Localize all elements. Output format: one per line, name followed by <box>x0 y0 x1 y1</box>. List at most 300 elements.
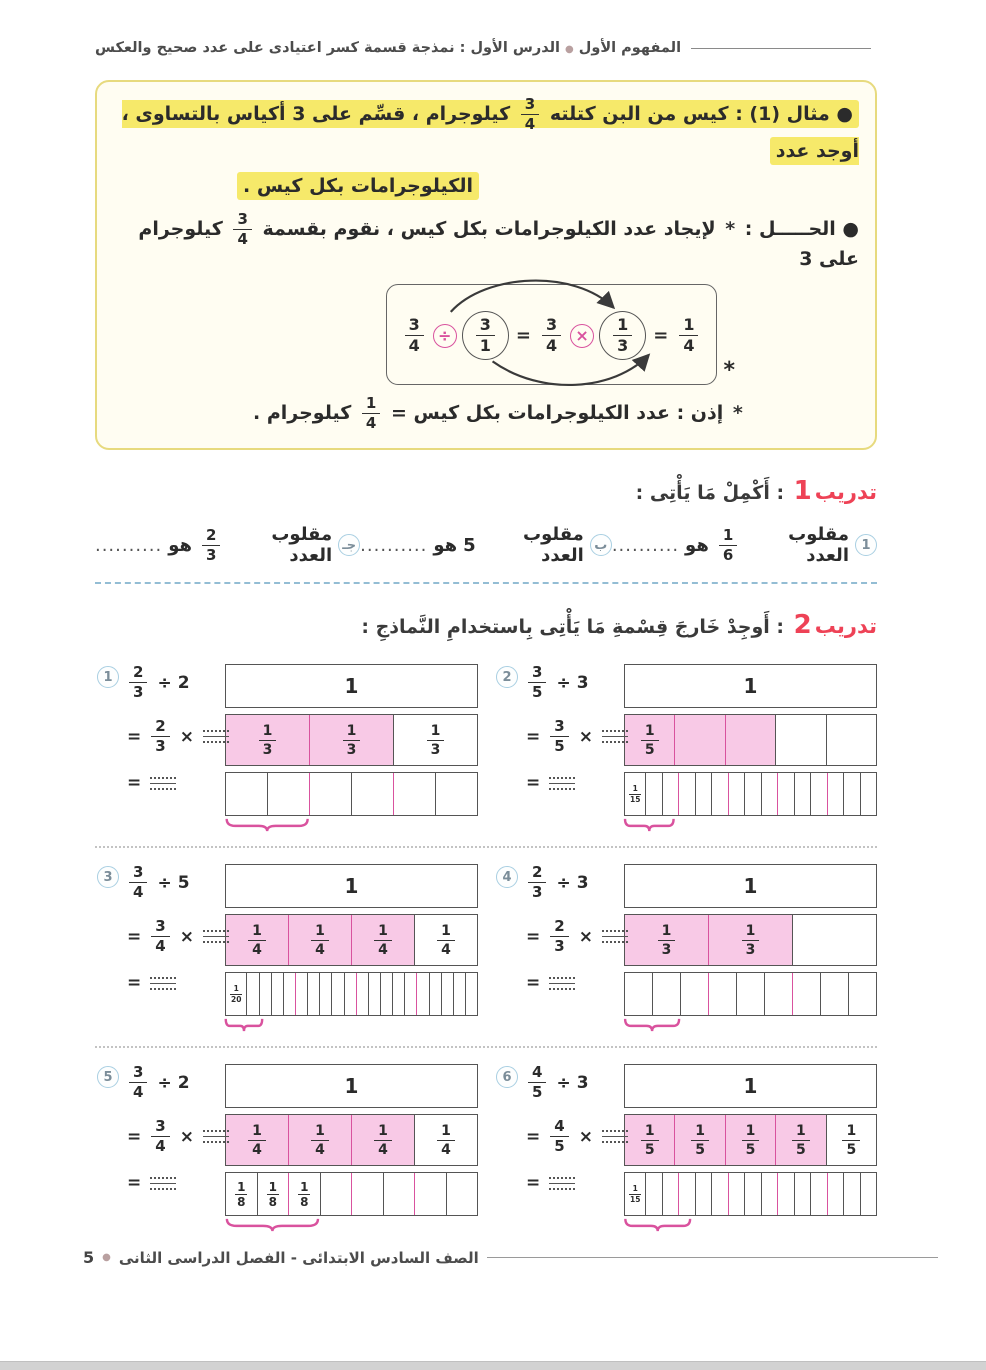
result-step <box>524 973 614 993</box>
sub-cell <box>435 773 477 815</box>
fraction: $\frac{1}{5}$ <box>792 1123 810 1158</box>
fraction: $\frac{1}{3}$ <box>613 316 632 355</box>
fraction-model <box>624 1062 877 1234</box>
unit-cell <box>708 915 792 965</box>
exercise-number: 2 <box>793 610 812 641</box>
answer-dots: .......... <box>94 534 163 556</box>
sub-cell <box>625 773 645 815</box>
fraction: $\frac{1}{3}$ <box>742 923 760 958</box>
sub-cell <box>711 1173 727 1215</box>
divisor: 2 <box>177 1072 190 1093</box>
sub-cell <box>271 973 283 1015</box>
sub-cell <box>744 773 760 815</box>
problem-equations <box>496 662 614 834</box>
exercise-word: تدريب <box>814 480 877 505</box>
sub-cell <box>393 773 435 815</box>
lesson-title <box>95 40 681 56</box>
sub-cell <box>708 973 736 1015</box>
sub-cell <box>794 773 810 815</box>
unit-cell <box>226 915 288 965</box>
sub-cell <box>777 1173 793 1215</box>
unit-cell <box>309 715 393 765</box>
answer-placeholder-fraction <box>203 1130 229 1143</box>
sub-cell <box>792 973 820 1015</box>
item-text: هو <box>685 534 709 556</box>
whole-bar: 1 <box>225 1064 478 1108</box>
sub-cell <box>652 973 680 1015</box>
fraction: $\frac{1}{5}$ <box>842 1123 860 1158</box>
fraction: $\frac{3}{4}$ <box>129 1064 147 1101</box>
sub-cell <box>662 1173 678 1215</box>
sub-cell <box>678 773 694 815</box>
sub-cell <box>827 773 843 815</box>
fraction: $\frac{1}{20}$ <box>231 984 242 1004</box>
result-step <box>125 1173 215 1193</box>
equation-box <box>386 284 718 385</box>
multiplication-step <box>125 918 215 955</box>
problem-block <box>494 862 877 1034</box>
sub-cell <box>441 973 453 1015</box>
answer-brace-icon <box>624 1018 680 1032</box>
unit-cell <box>288 915 351 965</box>
multiplication-step <box>524 918 614 955</box>
sub-cell <box>283 973 295 1015</box>
problem-equations <box>97 662 215 834</box>
division-expression <box>125 1064 215 1101</box>
fraction-model <box>225 1062 478 1234</box>
item-text: مقلوب العدد <box>788 524 849 567</box>
sub-cell <box>794 1173 810 1215</box>
unit-cell <box>226 715 309 765</box>
divisor: 3 <box>576 872 589 893</box>
equals-sign: = <box>653 325 669 347</box>
sub-cell <box>736 973 764 1015</box>
sub-cell <box>351 1173 383 1215</box>
whole-bar: 1 <box>624 1064 877 1108</box>
sub-cell <box>761 773 777 815</box>
sub-cell <box>695 1173 711 1215</box>
bullet-icon: ● <box>836 103 853 125</box>
fraction-model <box>624 862 877 1034</box>
page-number: 5 <box>83 1248 95 1267</box>
asterisk: * <box>732 402 743 425</box>
problem-equations <box>496 862 614 1034</box>
example-statement-line2 <box>0 175 731 197</box>
unit-cell <box>625 715 674 765</box>
divisor: 3 <box>576 672 589 693</box>
unit-cell <box>414 1115 477 1165</box>
sub-cell <box>267 773 309 815</box>
sub-cell <box>259 973 271 1015</box>
asterisk: * <box>725 218 736 241</box>
fraction: $\frac{3}{4}$ <box>151 1118 169 1155</box>
sub-cell <box>843 773 859 815</box>
equals-sign: = <box>526 973 541 994</box>
answer-placeholder-fraction <box>602 1130 628 1143</box>
lesson-header <box>95 40 877 56</box>
answer-placeholder-fraction <box>150 1177 176 1190</box>
answer-brace-icon <box>225 1218 320 1232</box>
problem-equations <box>97 862 215 1034</box>
fraction: $\frac{3}{4}$ <box>151 918 169 955</box>
problems-grid <box>95 662 877 1234</box>
equals-sign: = <box>127 726 142 747</box>
equals-sign: = <box>127 973 142 994</box>
unit-fraction-bar <box>624 714 877 766</box>
conclusion-text: كيلوجرام . <box>253 402 352 425</box>
sub-cell <box>319 973 331 1015</box>
equals-sign: = <box>127 926 142 947</box>
solution-label: الحـــــل : <box>744 218 836 241</box>
divisor: 2 <box>177 672 190 693</box>
equals-sign: = <box>127 1173 142 1194</box>
fraction: $\frac{3}{1}$ <box>476 316 495 355</box>
fraction: $\frac{1}{5}$ <box>742 1123 760 1158</box>
sub-cell <box>368 973 380 1015</box>
sub-cell <box>860 773 876 815</box>
asterisk: * <box>723 358 735 384</box>
sub-cell <box>848 973 876 1015</box>
sub-cell <box>331 973 343 1015</box>
multiplication-sign: × <box>179 926 194 947</box>
fraction: $\frac{2}{3}$ <box>550 918 568 955</box>
item-text: هو <box>168 534 192 556</box>
page-footer <box>83 1248 938 1267</box>
unit-cell <box>288 1115 351 1165</box>
fraction: $\frac{1}{8}$ <box>268 1179 277 1209</box>
problem-block <box>95 1062 478 1234</box>
subdivided-bar <box>624 1172 877 1216</box>
fraction: $\frac{3}{5}$ <box>528 664 546 701</box>
result-step <box>524 1173 614 1193</box>
exercise-word: تدريب <box>814 614 877 639</box>
problem-number-badge: 3 <box>97 866 119 888</box>
unit-cell <box>826 1115 876 1165</box>
sub-cell <box>226 773 267 815</box>
fraction: $\frac{1}{4}$ <box>679 316 698 355</box>
fraction <box>517 95 543 133</box>
unit-cell <box>674 715 724 765</box>
whole-bar: 1 <box>624 864 877 908</box>
row-separator <box>95 846 877 848</box>
fraction: $\frac{2}{3}$ <box>151 718 169 755</box>
sub-cell <box>645 1173 661 1215</box>
unit-cell <box>414 915 477 965</box>
unit-fraction-bar <box>624 1114 877 1166</box>
sub-cell <box>383 1173 415 1215</box>
fraction: $\frac{2}{3}$ <box>528 864 546 901</box>
sub-cell <box>843 1173 859 1215</box>
fraction: $\frac{1}{4}$ <box>437 1123 455 1158</box>
sub-cell <box>777 773 793 815</box>
problem-number-badge: 2 <box>496 666 518 688</box>
divisor: 5 <box>177 872 190 893</box>
sub-cell <box>307 973 319 1015</box>
exercise-instruction: : أَوجِدْ خَارجَ قِسْمةِ مَا يَأْتِى بِاستخدامِ النَّماذجِ : <box>361 616 785 639</box>
multiplication-step <box>524 718 614 755</box>
multiplication-circle-icon: × <box>570 324 594 348</box>
example-box <box>95 80 877 450</box>
equals-sign: = <box>515 325 531 347</box>
answer-placeholder-fraction <box>203 730 229 743</box>
bullet-icon: ● <box>102 1252 111 1263</box>
statement-text: كيلوجرام ، قسِّم على 3 أكياس بالتساوى ، أوجد عدد <box>121 103 859 162</box>
fraction: $\frac{1}{8}$ <box>237 1179 246 1209</box>
answer-dots: .......... <box>611 534 680 556</box>
answer-placeholder-fraction <box>549 977 575 990</box>
sub-cell <box>761 1173 777 1215</box>
reciprocal-question-item <box>95 524 360 566</box>
sub-cell <box>465 973 477 1015</box>
sub-cell <box>764 973 792 1015</box>
whole-bar: 1 <box>624 664 877 708</box>
answer-placeholder-fraction <box>549 777 575 790</box>
problem-block <box>494 662 877 834</box>
statement-text: كيس من البن كتلته <box>549 103 729 125</box>
example-statement-line1 <box>113 96 859 169</box>
sub-cell <box>453 973 465 1015</box>
sub-cell <box>320 1173 352 1215</box>
sub-cell <box>625 973 652 1015</box>
fraction: $\frac{1}{4}$ <box>311 923 329 958</box>
sub-cell <box>810 1173 826 1215</box>
sub-cell <box>695 773 711 815</box>
answer-brace <box>225 1018 263 1034</box>
fraction: $\frac{3}{5}$ <box>550 718 568 755</box>
sub-cell <box>625 1173 645 1215</box>
item-text: مقلوب العدد <box>271 524 333 567</box>
sub-cell <box>711 773 727 815</box>
conclusion-line <box>253 395 859 432</box>
sub-cell <box>416 973 428 1015</box>
fraction: $\frac{4}{5}$ <box>528 1064 546 1101</box>
answer-brace <box>624 1218 691 1234</box>
problem-block <box>95 662 478 834</box>
division-circle-icon: ÷ <box>433 324 457 348</box>
fraction: $\frac{1}{5}$ <box>691 1123 709 1158</box>
equals-sign: = <box>526 926 541 947</box>
sub-cell <box>645 773 661 815</box>
answer-placeholder-fraction <box>150 777 176 790</box>
division-sign: ÷ <box>157 1072 172 1093</box>
unit-cell <box>625 1115 674 1165</box>
sub-cell <box>744 1173 760 1215</box>
bullet-icon: ● <box>565 44 574 55</box>
bullet-icon: ● <box>842 218 859 241</box>
answer-dots: .......... <box>360 534 428 556</box>
row-separator <box>95 1046 877 1048</box>
fraction: $\frac{1}{3}$ <box>658 923 676 958</box>
fraction-model <box>225 662 478 834</box>
item-text: هو <box>433 534 458 556</box>
result-step <box>125 773 215 793</box>
problem-block <box>494 1062 877 1234</box>
item-number-badge: ب <box>590 534 612 556</box>
unit-cell <box>826 715 876 765</box>
fraction: $\frac{2}{3}$ <box>202 527 220 564</box>
solution-text: كيلوجرام على 3 <box>138 218 859 271</box>
sub-cell <box>429 973 441 1015</box>
fraction: $\frac{3}{4}$ <box>521 96 539 133</box>
divisor: 3 <box>576 1072 589 1093</box>
exercise1-heading <box>95 476 877 506</box>
answer-brace <box>624 1018 680 1034</box>
sub-cell <box>827 1173 843 1215</box>
sub-cell <box>728 1173 744 1215</box>
division-expression <box>524 1064 614 1101</box>
unit-cell <box>674 1115 724 1165</box>
division-expression <box>125 864 215 901</box>
answer-brace <box>225 818 309 834</box>
multiplication-sign: × <box>179 726 194 747</box>
circled-fraction <box>462 311 509 360</box>
exercise-instruction: : أَكْمِلْ مَا يَأْتِى : <box>635 482 785 505</box>
equals-sign: = <box>526 1173 541 1194</box>
fraction: $\frac{2}{3}$ <box>129 664 147 701</box>
subdivided-bar <box>624 772 877 816</box>
subdivided-bar <box>225 1172 478 1216</box>
sub-cell <box>344 973 356 1015</box>
highlighted-text <box>121 95 859 165</box>
problem-number-badge: 6 <box>496 1066 518 1088</box>
fraction: $\frac{1}{3}$ <box>427 723 445 758</box>
unit-fraction-bar <box>225 914 478 966</box>
unit-cell <box>725 1115 775 1165</box>
whole-bar: 1 <box>225 664 478 708</box>
item-number-badge: 1 <box>855 534 877 556</box>
fraction: $\frac{1}{8}$ <box>300 1179 309 1209</box>
sub-cell <box>309 773 351 815</box>
answer-placeholder-fraction <box>150 977 176 990</box>
multiplication-sign: × <box>578 926 593 947</box>
sub-cell <box>226 1173 257 1215</box>
division-sign: ÷ <box>556 672 571 693</box>
subdivided-bar <box>225 972 478 1016</box>
answer-brace-icon <box>225 818 309 832</box>
unit-fraction-bar <box>624 914 877 966</box>
concept-label: المفهوم الأول <box>578 40 682 56</box>
equals-sign: = <box>526 726 541 747</box>
problem-number-badge: 4 <box>496 866 518 888</box>
unit-cell <box>226 1115 288 1165</box>
exercise1-items <box>95 524 877 566</box>
division-expression <box>125 664 215 701</box>
sub-cell <box>810 773 826 815</box>
sub-cell <box>860 1173 876 1215</box>
multiplication-step <box>524 1118 614 1155</box>
unit-cell <box>351 915 414 965</box>
unit-fraction-bar <box>225 714 478 766</box>
sub-cell <box>680 973 708 1015</box>
unit-cell <box>775 715 825 765</box>
footer-rule <box>487 1257 938 1258</box>
subdivided-bar <box>225 772 478 816</box>
footer-text: الصف السادس الابتدائى - الفصل الدراسى الثانى <box>118 1248 479 1267</box>
sub-cell <box>356 973 368 1015</box>
sub-cell <box>446 1173 478 1215</box>
sub-cell <box>392 973 404 1015</box>
answer-brace-icon <box>624 1218 691 1232</box>
highlighted-text: الكيلوجرامات بكل كيس . <box>237 172 479 200</box>
reciprocal-question-item <box>612 524 877 566</box>
division-expression <box>524 664 614 701</box>
answer-placeholder-fraction <box>602 930 628 943</box>
equals-sign: = <box>127 1126 142 1147</box>
fraction: $\frac{3}{4}$ <box>129 864 147 901</box>
answer-brace-icon <box>225 1018 263 1032</box>
sub-cell <box>288 1173 320 1215</box>
whole-bar: 1 <box>225 864 478 908</box>
item-number-badge: جـ <box>338 534 360 556</box>
page-bottom-edge <box>0 1361 986 1370</box>
fraction-model <box>624 662 877 834</box>
unit-cell <box>792 915 876 965</box>
fraction: $\frac{1}{15}$ <box>630 784 641 804</box>
equation-wrap <box>113 284 735 385</box>
fraction: $\frac{1}{4}$ <box>248 1123 266 1158</box>
lesson-name: الدرس الأول : نمذجة قسمة كسر اعتيادى على عدد صحيح والعكس <box>95 40 561 56</box>
sub-cell <box>246 973 258 1015</box>
unit-fraction-bar <box>225 1114 478 1166</box>
answer-placeholder-fraction <box>203 930 229 943</box>
fraction: $\frac{3}{4}$ <box>405 316 424 355</box>
problem-equations <box>97 1062 215 1234</box>
answer-brace <box>225 1218 320 1234</box>
sub-cell <box>351 773 393 815</box>
unit-cell <box>393 715 477 765</box>
fraction: $\frac{1}{4}$ <box>374 1123 392 1158</box>
answer-placeholder-fraction <box>549 1177 575 1190</box>
header-rule <box>691 48 871 49</box>
unit-cell <box>725 715 775 765</box>
result-step <box>524 773 614 793</box>
subdivided-bar <box>624 972 877 1016</box>
multiplication-sign: × <box>179 1126 194 1147</box>
sub-cell <box>414 1173 446 1215</box>
fraction-model <box>225 862 478 1034</box>
fraction <box>358 394 384 433</box>
item-text: مقلوب العدد <box>523 524 584 567</box>
reciprocal-question-item <box>360 524 612 566</box>
sub-cell <box>257 1173 289 1215</box>
sub-cell <box>295 973 307 1015</box>
unit-cell <box>775 1115 825 1165</box>
equals-sign: = <box>127 773 142 794</box>
fraction: $\frac{1}{5}$ <box>641 723 659 758</box>
equals-sign: = <box>526 773 541 794</box>
fraction: $\frac{1}{4}$ <box>311 1123 329 1158</box>
exercise2-heading <box>95 610 877 640</box>
fraction: $\frac{1}{4}$ <box>248 923 266 958</box>
division-sign: ÷ <box>157 672 172 693</box>
division-sign: ÷ <box>157 872 172 893</box>
solution-line <box>113 211 859 270</box>
fraction: $\frac{1}{15}$ <box>630 1184 641 1204</box>
dashed-separator <box>95 582 877 584</box>
answer-placeholder-fraction <box>602 730 628 743</box>
solution-text: لإيجاد عدد الكيلوجرامات بكل كيس ، نقوم بقسمة <box>262 218 716 241</box>
problem-number-badge: 5 <box>97 1066 119 1088</box>
conclusion-text: إذن : عدد الكيلوجرامات بكل كيس = <box>390 402 724 425</box>
equals-sign: = <box>526 1126 541 1147</box>
example-title: مثال (1) : <box>735 103 830 125</box>
division-expression <box>524 864 614 901</box>
sub-cell <box>380 973 392 1015</box>
multiplication-sign: × <box>578 1126 593 1147</box>
division-sign: ÷ <box>556 1072 571 1093</box>
fraction: $\frac{1}{3}$ <box>343 723 361 758</box>
sub-cell <box>404 973 416 1015</box>
